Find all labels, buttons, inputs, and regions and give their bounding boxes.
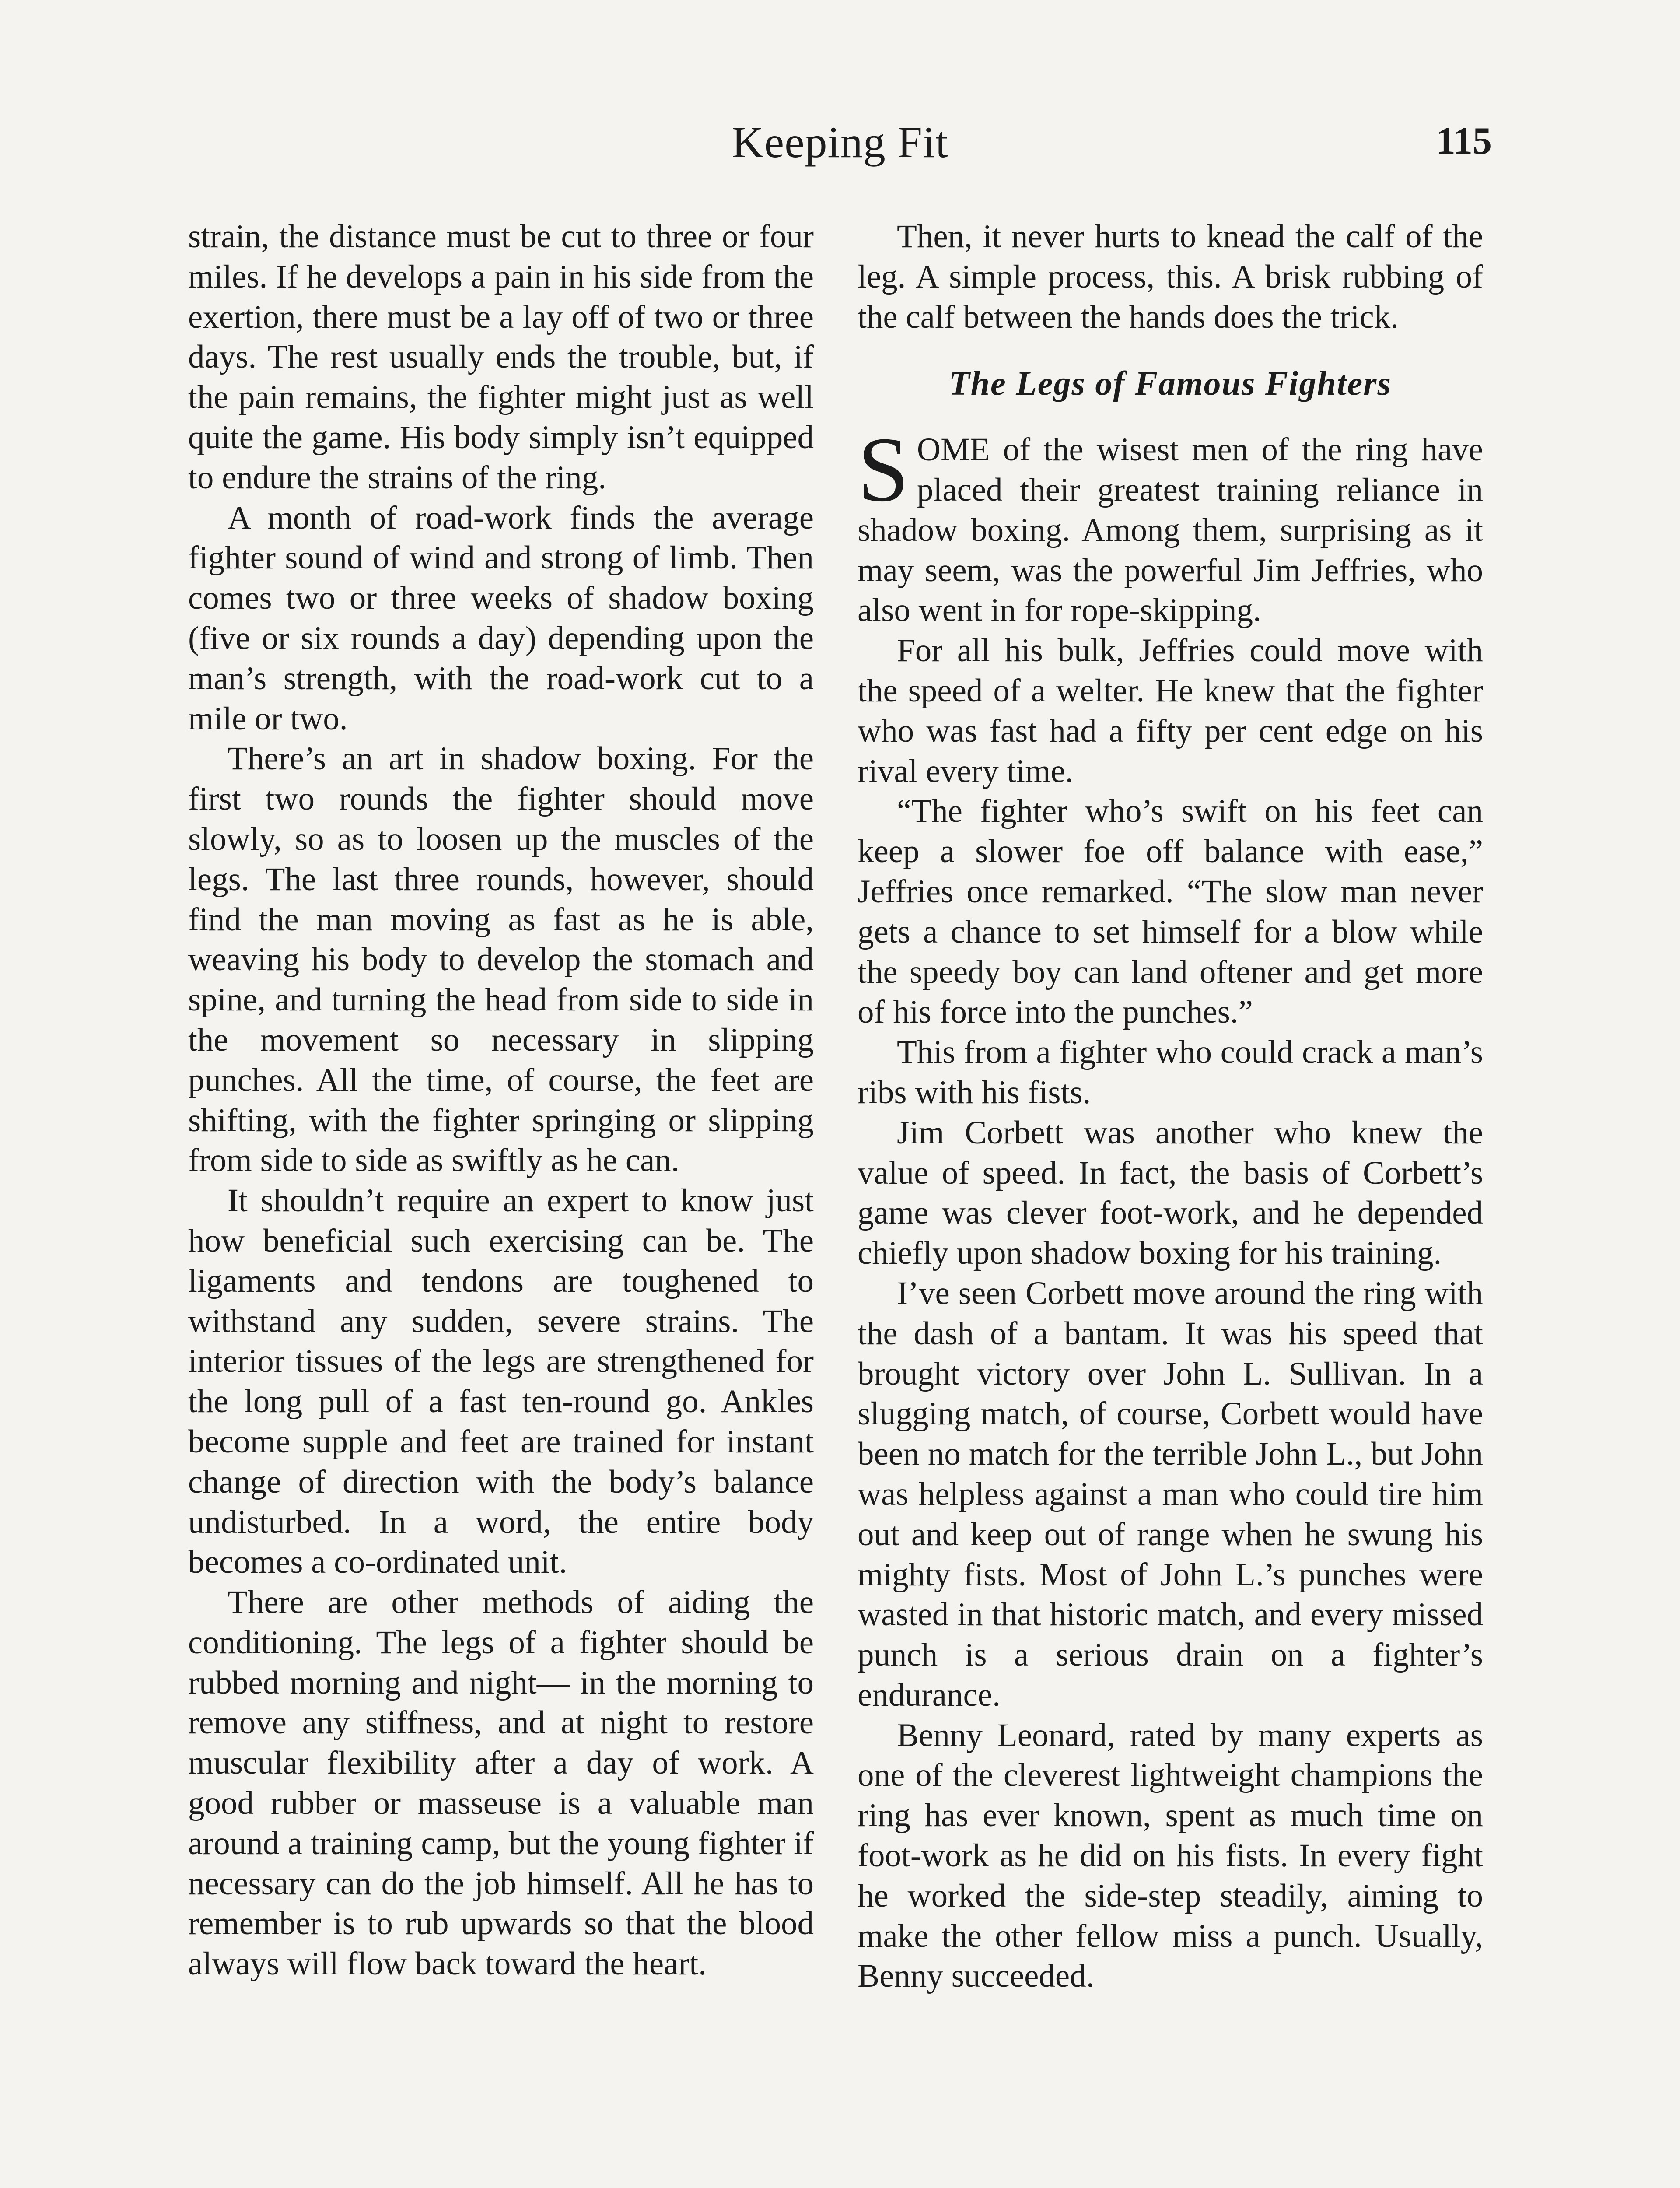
paragraph: Jim Corbett was another who knew the value of speed. In fact, the basis of Corbett’s game was clever foot-work, and he depended chiefly upon shadow boxing for his training. bbox=[858, 1114, 1483, 1272]
section-heading: The Legs of Famous Fighters bbox=[949, 364, 1392, 403]
drop-cap: S bbox=[858, 418, 909, 521]
paragraph: This from a fighter who could crack a man’s ribs with his fists. bbox=[858, 1034, 1483, 1111]
drop-cap-paragraph-text: OME of the wisest men of the ring have placed their greatest training reliance in shadow boxing. Among them, surprising as it may seem, was the powerful Jim Jeffries, who also went in for rope-skipping. bbox=[858, 431, 1483, 629]
page-number: 115 bbox=[1436, 120, 1492, 162]
paragraph: Benny Leonard, rated by many experts as one of the cleverest lightweight champions the ring has ever known, spent as much time on foot-work as he did on his fists. In every fight he worked the side-step steadily, aiming to make the other fellow miss a punch. Usually, Benny succeeded. bbox=[858, 1717, 1483, 1995]
drop-cap-paragraph bbox=[858, 418, 1483, 631]
paragraph: strain, the distance must be cut to three or four miles. If he develops a pain in his side from the exertion, there must be a lay off of two or three days. The rest usually ends the trouble, but, if the pain remains, the fighter might just as well quite the game. His body simply isn’t equipped to endure the strains of the ring. bbox=[188, 218, 814, 496]
left-column bbox=[188, 217, 814, 1984]
running-title: Keeping Fit bbox=[732, 118, 948, 167]
paragraph: “The fighter who’s swift on his feet can keep a slower foe off balance with ease,” Jeffries once remarked. “The slow man never gets a chance to set himself for a blow while the speedy boy can land oftener and get more of his force into the punches.” bbox=[858, 793, 1483, 1031]
paragraph: I’ve seen Corbett move around the ring with the dash of a bantam. It was his speed that brought victory over John L. Sullivan. In a slugging match, of course, Corbett would have been no match for the terrible John L., but John was helpless against a man who could tire him out and keep out of range when he swung his mighty fists. Most of John L.’s punches were wasted in that historic match, and every missed punch is a serious drain on a fighter’s endurance. bbox=[858, 1275, 1483, 1713]
paragraph: There are other methods of aiding the conditioning. The legs of a fighter should be rubbed morning and night— in the morning to remove any stiffness, and at night to restore muscular flexibility after a day of work. A good rubber or masseuse is a valuable man around a training camp, but the young fighter if necessary can do the job himself. All he has to remember is to rub upwards so that the blood always will flow back toward the heart. bbox=[188, 1584, 814, 1982]
paragraph: There’s an art in shadow boxing. For the first two rounds the fighter should move slowly, so as to loosen up the muscles of the legs. The last three rounds, however, should find the man moving as fast as he is able, weaving his body to develop the stomach and spine, and turning the head from side to side in the movement so necessary in slipping punches. All the time, of course, the feet are shifting, with the fighter springing or slipping from side to side as swiftly as he can. bbox=[188, 740, 814, 1179]
right-column bbox=[858, 217, 1483, 1996]
paragraph: It shouldn’t require an expert to know just how beneficial such exercising can be. The ligaments and tendons are toughened to withstand any sudden, severe strains. The interior tissues of the legs are strengthened for the long pull of a fast ten-round go. Ankles become supple and feet are trained for instant change of direction with the body’s balance undisturbed. In a word, the entire body becomes a co-ordinated unit. bbox=[188, 1182, 814, 1581]
paragraph: A month of road-work finds the average fighter sound of wind and strong of limb. Then comes two or three weeks of shadow boxing (five or six rounds a day) depending upon the man’s strength, with the road-work cut to a mile or two. bbox=[188, 499, 814, 737]
paragraph: For all his bulk, Jeffries could move with the speed of a welter. He knew that the fighter who was fast had a fifty per cent edge on his rival every time. bbox=[858, 632, 1483, 789]
paragraph: Then, it never hurts to knead the calf of the leg. A simple process, this. A brisk rubbing of the calf between the hands does the trick. bbox=[858, 218, 1483, 335]
